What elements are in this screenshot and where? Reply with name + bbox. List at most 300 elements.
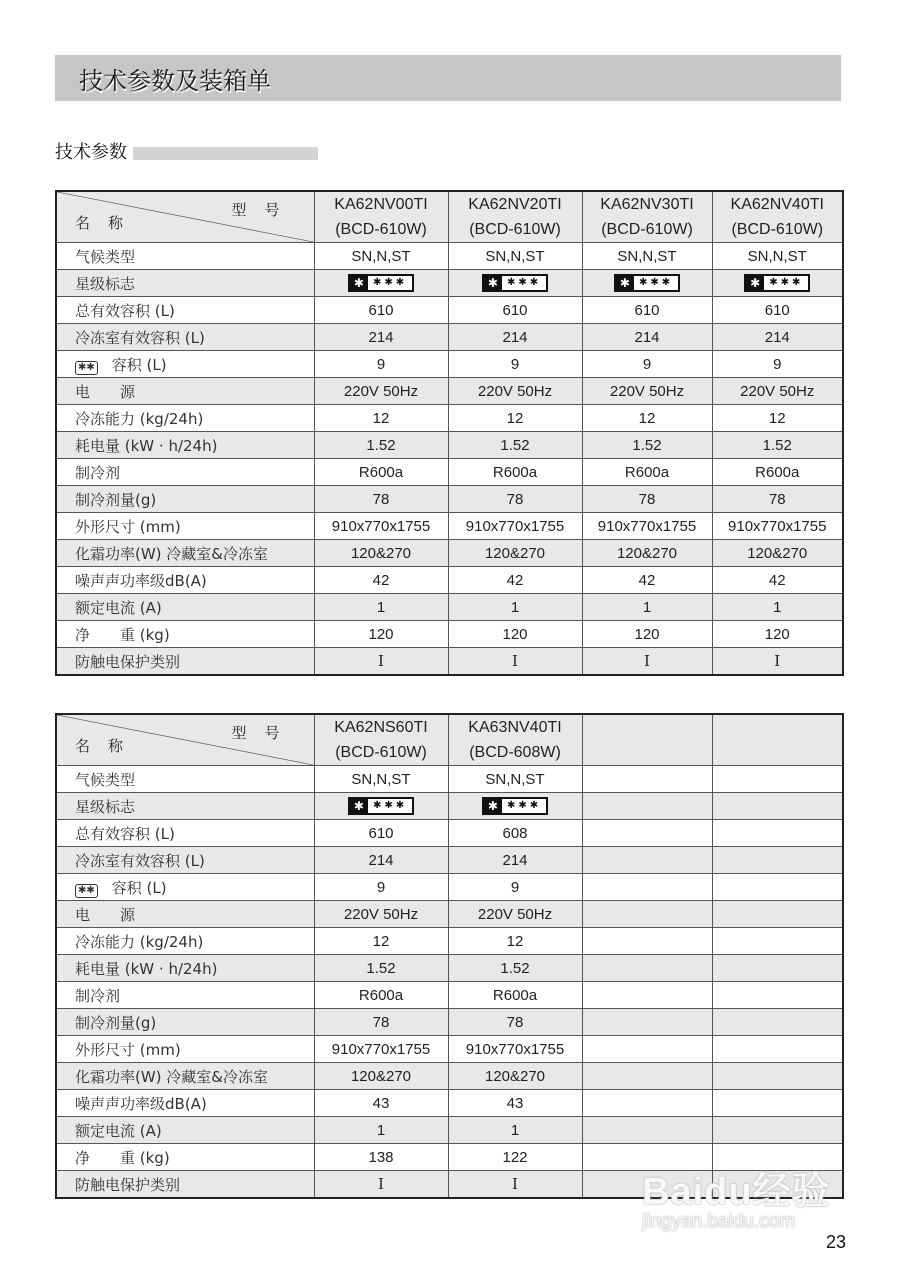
cell-value: 78 [372, 490, 390, 508]
row-label-cell [56, 621, 314, 648]
value-cell [314, 1144, 448, 1171]
diagonal-header-cell [56, 191, 314, 243]
value-cell [582, 766, 712, 793]
cell-value: 608 [502, 824, 528, 842]
value-cell [712, 1036, 843, 1063]
table-row [56, 982, 843, 1009]
value-cell [314, 324, 448, 351]
model-code: (BCD-610W) [731, 221, 824, 238]
value-cell [314, 847, 448, 874]
value-cell [314, 1117, 448, 1144]
value-cell [582, 874, 712, 901]
cell-value: R600a [358, 986, 404, 1004]
row-label-cell [56, 432, 314, 459]
value-cell [314, 766, 448, 793]
banner-title: 技术参数及装箱单 [79, 67, 271, 95]
cell-value: R600a [755, 463, 800, 481]
freezer-star-icon: ✱✱ [75, 884, 98, 898]
value-cell [712, 405, 843, 432]
cell-value: 120&270 [350, 544, 412, 562]
value-cell [712, 1009, 843, 1036]
row-label: 总有效容积 (L) [75, 301, 175, 320]
table-row [56, 567, 843, 594]
cell-value: 214 [502, 851, 528, 869]
row-label: 制冷剂量(g) [75, 490, 157, 509]
value-cell [712, 847, 843, 874]
cell-value: I [512, 652, 518, 670]
cell-value: 43 [372, 1094, 390, 1112]
model-name: KA62NV30TI [600, 196, 694, 213]
cell-value: SN,N,ST [617, 247, 677, 265]
row-label: 冷冻室有效容积 (L) [75, 328, 205, 347]
value-cell [712, 955, 843, 982]
four-star-rating-icon: ✱ ✱✱✱ [482, 797, 548, 815]
cell-value: 42 [638, 571, 656, 589]
value-cell [712, 567, 843, 594]
value-cell [582, 648, 712, 676]
model-code: (BCD-610W) [601, 221, 693, 238]
value-cell [582, 459, 712, 486]
cell-value: 12 [638, 409, 656, 427]
row-label-cell [56, 486, 314, 513]
cell-value: 9 [510, 355, 520, 373]
cell-value: 42 [768, 571, 786, 589]
row-label-cell [56, 378, 314, 405]
table-row [56, 874, 843, 901]
value-cell [448, 1063, 582, 1090]
value-cell [448, 1009, 582, 1036]
row-label-cell [56, 1009, 314, 1036]
four-star-rating-icon: ✱ ✱✱✱ [744, 274, 810, 292]
cell-value: 43 [506, 1094, 524, 1112]
cell-value: 120 [368, 625, 394, 643]
row-label: 总有效容积 (L) [75, 824, 175, 843]
row-label-cell [56, 955, 314, 982]
table-row [56, 820, 843, 847]
watermark-logo: Baidu经验 [642, 1171, 831, 1213]
model-code: (BCD-610W) [335, 744, 427, 761]
cell-value: 42 [506, 571, 524, 589]
value-cell [582, 405, 712, 432]
value-cell [712, 432, 843, 459]
value-cell [314, 901, 448, 928]
value-cell [712, 486, 843, 513]
value-cell [582, 820, 712, 847]
cell-value: 910x770x1755 [597, 517, 697, 535]
value-cell [582, 351, 712, 378]
row-label-cell [56, 1090, 314, 1117]
table-row [56, 405, 843, 432]
value-cell [582, 378, 712, 405]
value-cell [712, 901, 843, 928]
four-star-rating-icon: ✱ ✱✱✱ [348, 797, 414, 815]
model-name: KA62NS60TI [334, 719, 428, 736]
value-cell [712, 270, 843, 297]
header-name-label: 名称 [75, 738, 142, 755]
spec-table-1 [55, 190, 844, 676]
table-row [56, 378, 843, 405]
baidu-watermark [642, 1160, 842, 1233]
value-cell [582, 243, 712, 270]
cell-value: 910x770x1755 [728, 517, 827, 535]
cell-value: R600a [358, 463, 404, 481]
row-label-cell [56, 820, 314, 847]
table-row [56, 648, 843, 676]
cell-value: I [774, 652, 781, 670]
cell-value: 220V 50Hz [609, 382, 685, 400]
model-name: KA62NV20TI [468, 196, 562, 213]
row-label: 冷冻室有效容积 (L) [75, 851, 205, 870]
value-cell [448, 243, 582, 270]
row-label: 噪声声功率级dB(A) [75, 571, 207, 590]
table-row [56, 243, 843, 270]
cell-value: 214 [764, 328, 790, 346]
cell-value: 1 [376, 598, 386, 616]
cell-value: 120 [764, 625, 790, 643]
value-cell [314, 982, 448, 1009]
table-row [56, 1009, 843, 1036]
four-star-rating-icon: ✱ ✱✱✱ [482, 274, 548, 292]
model-header-cell [448, 714, 582, 766]
value-cell [314, 928, 448, 955]
section-heading-bar [133, 147, 318, 160]
four-star-rating-icon: ✱ ✱✱✱ [348, 274, 414, 292]
cell-value: 120&270 [484, 1067, 546, 1085]
row-label-cell [56, 928, 314, 955]
value-cell [582, 567, 712, 594]
model-header-cell [712, 191, 843, 243]
cell-value: 220V 50Hz [477, 382, 553, 400]
value-cell [448, 982, 582, 1009]
value-cell [712, 793, 843, 820]
table-row [56, 793, 843, 820]
cell-value: SN,N,ST [351, 770, 411, 788]
value-cell [582, 982, 712, 1009]
row-label-cell [56, 1117, 314, 1144]
value-cell [448, 405, 582, 432]
cell-value: 1 [376, 1121, 386, 1139]
row-label: 星级标志 [75, 274, 136, 293]
row-label-cell [56, 1063, 314, 1090]
row-label: 化霜功率(W) 冷藏室&冷冻室 [75, 1067, 269, 1086]
table-row [56, 955, 843, 982]
cell-value: 122 [502, 1148, 528, 1166]
row-label: 星级标志 [75, 797, 136, 816]
value-cell [448, 621, 582, 648]
value-cell [582, 270, 712, 297]
row-label-cell [56, 982, 314, 1009]
value-cell [448, 874, 582, 901]
value-cell [712, 766, 843, 793]
table-row [56, 766, 843, 793]
value-cell [712, 351, 843, 378]
cell-value: SN,N,ST [485, 770, 545, 788]
row-label: 制冷剂量(g) [75, 1013, 157, 1032]
cell-value: 1.52 [500, 436, 530, 454]
value-cell [448, 793, 582, 820]
value-cell [712, 540, 843, 567]
row-label-cell [56, 793, 314, 820]
value-cell [314, 405, 448, 432]
value-cell [448, 540, 582, 567]
cell-value: 610 [764, 301, 790, 319]
row-label-cell [56, 594, 314, 621]
value-cell [582, 928, 712, 955]
model-name: KA62NV00TI [334, 196, 428, 213]
row-label: 化霜功率(W) 冷藏室&冷冻室 [75, 544, 269, 563]
value-cell [314, 874, 448, 901]
cell-value: 220V 50Hz [343, 382, 419, 400]
value-cell [314, 1090, 448, 1117]
header-model-label: 型号 [231, 202, 298, 219]
cell-value: 610 [368, 301, 394, 319]
cell-value: 78 [372, 1013, 390, 1031]
value-cell [448, 820, 582, 847]
row-label-cell [56, 567, 314, 594]
value-cell [314, 793, 448, 820]
row-label: 制冷剂 [75, 463, 121, 482]
value-cell [582, 324, 712, 351]
cell-value: 1.52 [500, 959, 530, 977]
value-cell [314, 459, 448, 486]
row-label: 容积 (L) [111, 355, 167, 374]
value-cell [712, 459, 843, 486]
cell-value: 1 [510, 598, 520, 616]
row-label-cell [56, 766, 314, 793]
value-cell [712, 1063, 843, 1090]
value-cell [448, 351, 582, 378]
cell-value: SN,N,ST [351, 247, 411, 265]
row-label: 额定电流 (A) [75, 598, 162, 617]
cell-value: 12 [506, 932, 524, 950]
row-label-cell [56, 1144, 314, 1171]
row-label: 冷冻能力 (kg/24h) [75, 409, 204, 428]
table-row [56, 1117, 843, 1144]
model-code: (BCD-610W) [335, 221, 427, 238]
value-cell [448, 324, 582, 351]
header-model-label: 型号 [231, 725, 298, 742]
value-cell [448, 1171, 582, 1199]
cell-value: R600a [492, 986, 538, 1004]
row-label: 防触电保护类别 [75, 652, 181, 671]
value-cell [582, 594, 712, 621]
row-label-cell [56, 1171, 314, 1199]
cell-value: 214 [634, 328, 660, 346]
value-cell [582, 297, 712, 324]
value-cell [712, 1117, 843, 1144]
cell-value: 9 [510, 878, 520, 896]
row-label-cell [56, 243, 314, 270]
value-cell [712, 297, 843, 324]
row-label-cell [56, 1036, 314, 1063]
cell-value: 214 [368, 851, 394, 869]
cell-value: 910x770x1755 [465, 1040, 565, 1058]
cell-value: 1 [773, 598, 782, 616]
table-row [56, 324, 843, 351]
table-row [56, 928, 843, 955]
value-cell [712, 982, 843, 1009]
table-row [56, 847, 843, 874]
cell-value: R600a [624, 463, 670, 481]
value-cell [448, 928, 582, 955]
watermark-url: jingyan.baidu.com [642, 1211, 796, 1232]
model-name: KA62NV40TI [730, 196, 824, 213]
table-row [56, 1090, 843, 1117]
row-label: 气候类型 [75, 247, 136, 266]
cell-value: 138 [368, 1148, 394, 1166]
row-label-cell [56, 324, 314, 351]
cell-value: 1.52 [762, 436, 792, 454]
row-label-cell [56, 847, 314, 874]
row-label: 冷冻能力 (kg/24h) [75, 932, 204, 951]
value-cell [448, 432, 582, 459]
model-code: (BCD-610W) [469, 221, 561, 238]
value-cell [448, 766, 582, 793]
table-row [56, 513, 843, 540]
cell-value: 910x770x1755 [331, 517, 431, 535]
value-cell [712, 243, 843, 270]
model-header-cell [314, 714, 448, 766]
row-label-cell [56, 351, 314, 378]
value-cell [314, 297, 448, 324]
row-label: 额定电流 (A) [75, 1121, 162, 1140]
row-label: 耗电量 (kW · h/24h) [75, 436, 218, 455]
row-label: 电 源 [75, 905, 136, 924]
model-header-cell [582, 714, 712, 766]
table-row [56, 270, 843, 297]
value-cell [314, 648, 448, 676]
cell-value: 78 [506, 490, 524, 508]
diagonal-header-cell [56, 714, 314, 766]
cell-value: 910x770x1755 [331, 1040, 431, 1058]
row-label-cell [56, 540, 314, 567]
value-cell [712, 820, 843, 847]
cell-value: 214 [368, 328, 394, 346]
table-header-row [56, 714, 843, 766]
value-cell [712, 874, 843, 901]
value-cell [712, 594, 843, 621]
cell-value: 120 [502, 625, 528, 643]
row-label-cell [56, 874, 314, 901]
table-row [56, 351, 843, 378]
cell-value: 120&270 [616, 544, 678, 562]
row-label: 防触电保护类别 [75, 1175, 181, 1194]
value-cell [582, 513, 712, 540]
value-cell [314, 594, 448, 621]
value-cell [314, 243, 448, 270]
cell-value: 120&270 [747, 544, 808, 562]
cell-value: 214 [502, 328, 528, 346]
value-cell [582, 901, 712, 928]
cell-value: 9 [376, 355, 386, 373]
value-cell [582, 1063, 712, 1090]
model-header-cell [448, 191, 582, 243]
cell-value: 12 [372, 409, 390, 427]
cell-value: 220V 50Hz [740, 382, 815, 400]
value-cell [448, 648, 582, 676]
value-cell [448, 955, 582, 982]
table-row [56, 432, 843, 459]
value-cell [314, 540, 448, 567]
value-cell [448, 297, 582, 324]
row-label: 耗电量 (kW · h/24h) [75, 959, 218, 978]
value-cell [314, 567, 448, 594]
value-cell [582, 432, 712, 459]
value-cell [582, 955, 712, 982]
table-row [56, 297, 843, 324]
value-cell [712, 324, 843, 351]
cell-value: 9 [642, 355, 652, 373]
table-row [56, 594, 843, 621]
value-cell [314, 1171, 448, 1199]
value-cell [448, 1117, 582, 1144]
cell-value: 910x770x1755 [465, 517, 565, 535]
cell-value: 78 [768, 490, 786, 508]
section-heading [55, 138, 127, 162]
value-cell [448, 901, 582, 928]
value-cell [314, 513, 448, 540]
value-cell [712, 378, 843, 405]
cell-value: 9 [376, 878, 386, 896]
value-cell [314, 432, 448, 459]
table-row [56, 486, 843, 513]
value-cell [582, 793, 712, 820]
value-cell [582, 1009, 712, 1036]
value-cell [582, 1036, 712, 1063]
value-cell [448, 459, 582, 486]
value-cell [314, 621, 448, 648]
value-cell [448, 847, 582, 874]
cell-value: 1 [642, 598, 652, 616]
model-header-cell [314, 191, 448, 243]
four-star-rating-icon: ✱ ✱✱✱ [614, 274, 680, 292]
model-header-cell [712, 714, 843, 766]
value-cell [314, 486, 448, 513]
cell-value: 78 [506, 1013, 524, 1031]
value-cell [448, 1036, 582, 1063]
row-label: 净 重 (kg) [75, 625, 170, 644]
cell-value: SN,N,ST [485, 247, 545, 265]
freezer-star-icon: ✱✱ [75, 361, 98, 375]
value-cell [314, 351, 448, 378]
row-label-cell [56, 459, 314, 486]
cell-value: R600a [492, 463, 538, 481]
value-cell [314, 1009, 448, 1036]
row-label: 容积 (L) [111, 878, 167, 897]
value-cell [314, 270, 448, 297]
cell-value: 120&270 [484, 544, 546, 562]
row-label: 气候类型 [75, 770, 136, 789]
row-label-cell [56, 405, 314, 432]
value-cell [314, 378, 448, 405]
cell-value: I [378, 1175, 384, 1193]
cell-value: 1.52 [632, 436, 662, 454]
cell-value: 220V 50Hz [343, 905, 419, 923]
row-label: 制冷剂 [75, 986, 121, 1005]
table-row [56, 1036, 843, 1063]
value-cell [582, 486, 712, 513]
value-cell [314, 955, 448, 982]
cell-value: 12 [372, 932, 390, 950]
value-cell [712, 1090, 843, 1117]
row-label-cell [56, 901, 314, 928]
value-cell [582, 1090, 712, 1117]
cell-value: 1 [510, 1121, 520, 1139]
value-cell [582, 847, 712, 874]
spec-table-2 [55, 713, 844, 1199]
cell-value: 1.52 [366, 436, 396, 454]
value-cell [314, 1036, 448, 1063]
